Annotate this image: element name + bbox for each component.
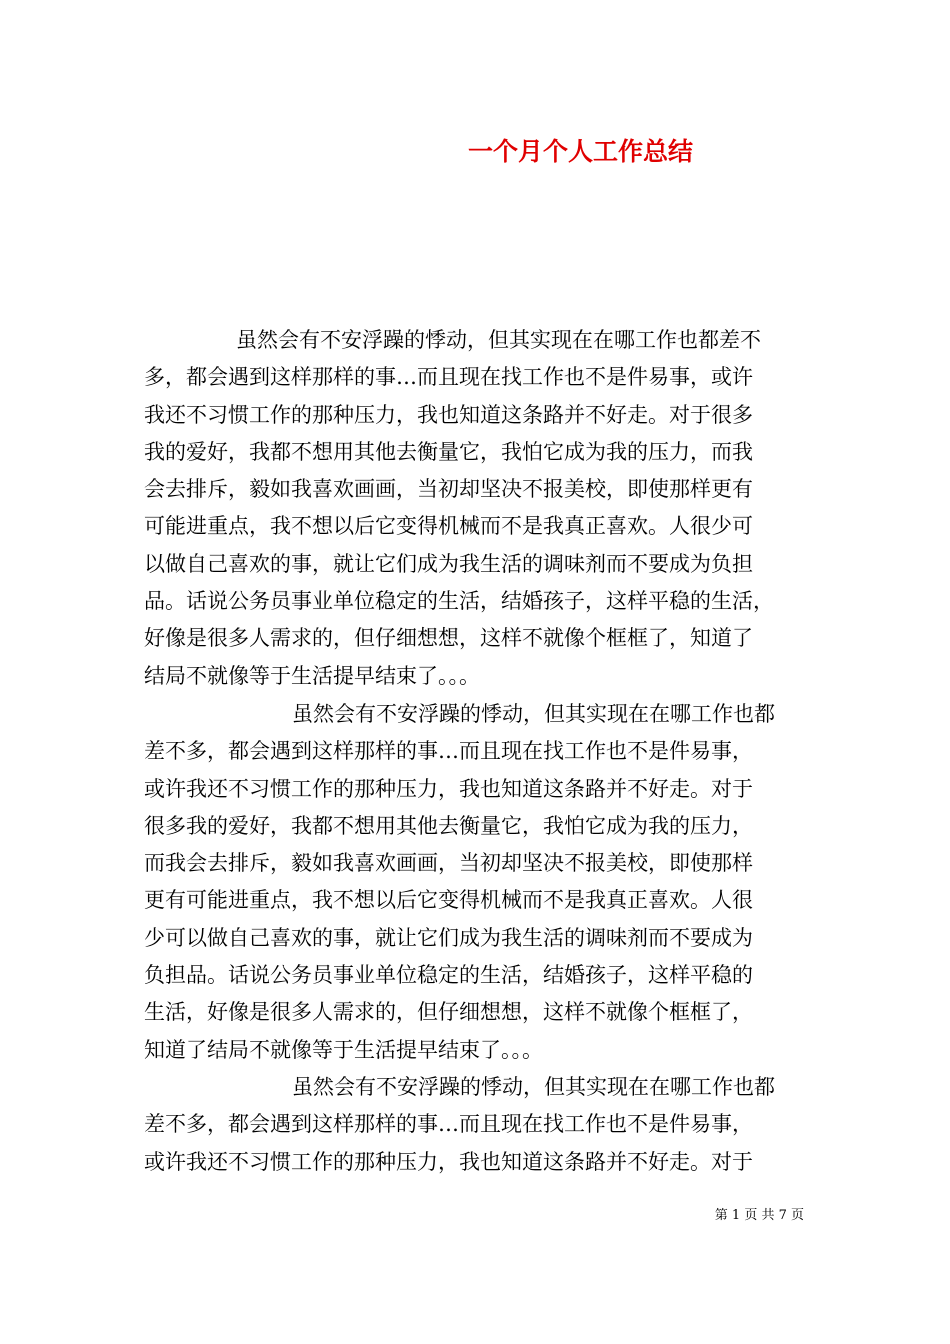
paragraph-3 (144, 1069, 804, 1181)
paragraph-line: 我的爱好，我都不想用其他去衡量它，我怕它成为我的压力，而我 (144, 439, 753, 464)
paragraph-line: 很多我的爱好，我都不想用其他去衡量它，我怕它成为我的压力， (144, 813, 753, 838)
paragraph-line: 差不多，都会遇到这样那样的事…而且现在找工作也不是件易事， (144, 1112, 753, 1137)
paragraph-line: 或许我还不习惯工作的那种压力，我也知道这条路并不好走。对于 (144, 1149, 753, 1174)
paragraph-line: 负担品。话说公务员事业单位稳定的生活，结婚孩子，这样平稳的 (144, 963, 753, 988)
paragraph-line: 会去排斥，毅如我喜欢画画，当初却坚决不报美校，即使那样更有 (144, 477, 753, 502)
paragraph-line: 知道了结局不就像等于生活提早结束了。。。 (144, 1037, 543, 1062)
paragraph-line: 差不多，都会遇到这样那样的事…而且现在找工作也不是件易事， (144, 739, 753, 764)
paragraph-line: 多，都会遇到这样那样的事…而且现在找工作也不是件易事，或许 (144, 365, 753, 390)
paragraph-line: 以做自己喜欢的事，就让它们成为我生活的调味剂而不要成为负担 (144, 551, 753, 576)
paragraph-line: 或许我还不习惯工作的那种压力，我也知道这条路并不好走。对于 (144, 776, 753, 801)
paragraph-line: 我还不习惯工作的那种压力，我也知道这条路并不好走。对于很多 (144, 402, 753, 427)
paragraph-line: 虽然会有不安浮躁的悸动，但其实现在在哪工作也都 (292, 1075, 775, 1099)
paragraph-line: 虽然会有不安浮躁的悸动，但其实现在在哪工作也都 (292, 702, 775, 726)
paragraph-line: 结局不就像等于生活提早结束了。。。 (144, 663, 480, 688)
page-footer: 第 1 页 共 7 页 (714, 1208, 804, 1223)
paragraph-line: 生活，好像是很多人需求的，但仔细想想，这样不就像个框框了， (144, 1000, 753, 1025)
paragraph-line: 可能进重点，我不想以后它变得机械而不是我真正喜欢。人很少可 (144, 514, 753, 539)
paragraph-line: 少可以做自己喜欢的事，就让它们成为我生活的调味剂而不要成为 (144, 925, 753, 950)
paragraph-line: 品。话说公务员事业单位稳定的生活，结婚孩子，这样平稳的生活， (144, 589, 774, 614)
paragraph-1 (144, 322, 804, 695)
paragraph-line: 好像是很多人需求的，但仔细想想，这样不就像个框框了，知道了 (144, 626, 753, 651)
paragraph-line: 而我会去排斥，毅如我喜欢画画，当初却坚决不报美校，即使那样 (144, 851, 753, 876)
paragraph-line: 虽然会有不安浮躁的悸动，但其实现在在哪工作也都差不 (236, 328, 761, 352)
paragraph-2 (144, 696, 804, 1069)
document-title: 一个月个人工作总结 (468, 137, 694, 166)
paragraph-line: 更有可能进重点，我不想以后它变得机械而不是我真正喜欢。人很 (144, 888, 753, 913)
